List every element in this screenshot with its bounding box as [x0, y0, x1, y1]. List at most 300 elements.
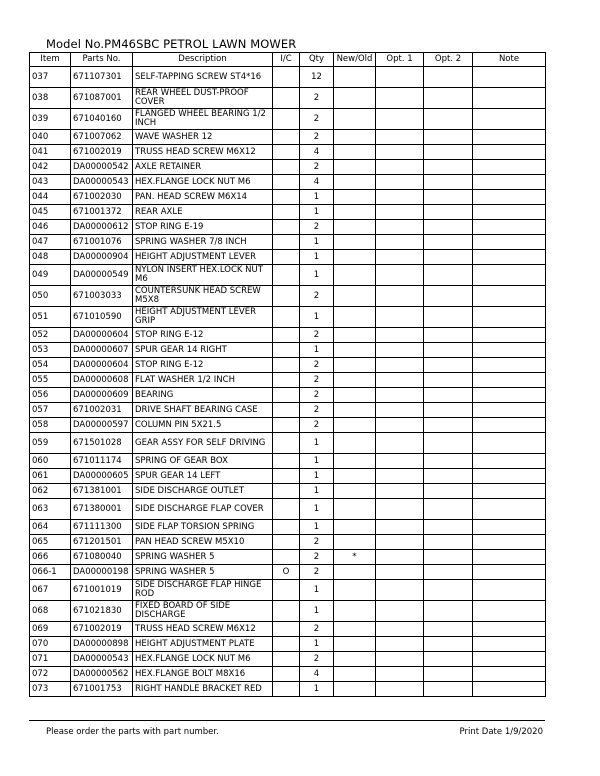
cell-ic — [273, 235, 300, 250]
cell-opt-2 — [424, 484, 473, 499]
table-row — [30, 145, 546, 160]
table-row — [30, 418, 546, 433]
cell-parts-no: DA00000604 — [71, 358, 133, 373]
cell-opt-1 — [376, 175, 424, 190]
cell-opt-2 — [424, 535, 473, 550]
cell-ic — [273, 469, 300, 484]
cell-description: BEARING — [133, 388, 273, 403]
cell-description: HEX.FLANGE LOCK NUT M6 — [133, 175, 273, 190]
cell-parts-no: 671381001 — [71, 484, 133, 499]
cell-parts-no: 671011174 — [71, 454, 133, 469]
cell-parts-no: 671007062 — [71, 130, 133, 145]
cell-opt-1 — [376, 580, 424, 601]
cell-new-old — [334, 373, 376, 388]
table-row — [30, 220, 546, 235]
cell-ic — [273, 250, 300, 265]
cell-ic — [273, 433, 300, 454]
cell-qty: 2 — [300, 286, 334, 307]
cell-parts-no: 671002030 — [71, 190, 133, 205]
table-row — [30, 652, 546, 667]
cell-qty: 1 — [300, 190, 334, 205]
cell-description: SIDE DISCHARGE FLAP COVER — [133, 499, 273, 520]
cell-description: SIDE DISCHARGE OUTLET — [133, 484, 273, 499]
table-row — [30, 520, 546, 535]
cell-ic — [273, 175, 300, 190]
cell-opt-2 — [424, 652, 473, 667]
table-row — [30, 601, 546, 622]
cell-qty: 1 — [300, 454, 334, 469]
cell-note — [473, 484, 546, 499]
table-row — [30, 550, 546, 565]
cell-qty: 2 — [300, 328, 334, 343]
cell-ic — [273, 484, 300, 499]
cell-new-old — [334, 667, 376, 682]
cell-new-old — [334, 520, 376, 535]
cell-parts-no: 671001753 — [71, 682, 133, 697]
cell-item: 059 — [30, 433, 71, 454]
cell-description: TRUSS HEAD SCREW M6X12 — [133, 145, 273, 160]
cell-parts-no: DA00000612 — [71, 220, 133, 235]
cell-description: FLANGED WHEEL BEARING 1/2 INCH — [133, 109, 273, 130]
cell-note — [473, 388, 546, 403]
cell-new-old — [334, 307, 376, 328]
cell-note — [473, 88, 546, 109]
cell-parts-no: 671080040 — [71, 550, 133, 565]
cell-qty: 2 — [300, 109, 334, 130]
cell-note — [473, 235, 546, 250]
cell-opt-1 — [376, 565, 424, 580]
cell-opt-2 — [424, 601, 473, 622]
cell-note — [473, 109, 546, 130]
cell-item: 046 — [30, 220, 71, 235]
cell-opt-2 — [424, 88, 473, 109]
table-row — [30, 535, 546, 550]
cell-description: FIXED BOARD OF SIDE DISCHARGE — [133, 601, 273, 622]
cell-ic — [273, 535, 300, 550]
cell-new-old — [334, 109, 376, 130]
cell-opt-1 — [376, 469, 424, 484]
cell-new-old — [334, 205, 376, 220]
cell-ic — [273, 307, 300, 328]
cell-opt-2 — [424, 235, 473, 250]
cell-opt-1 — [376, 220, 424, 235]
table-row — [30, 343, 546, 358]
cell-parts-no: 671040160 — [71, 109, 133, 130]
table-row — [30, 403, 546, 418]
cell-new-old — [334, 388, 376, 403]
cell-ic — [273, 388, 300, 403]
cell-parts-no: DA00000597 — [71, 418, 133, 433]
cell-ic — [273, 682, 300, 697]
cell-item: 066-1 — [30, 565, 71, 580]
cell-opt-1 — [376, 328, 424, 343]
table-row — [30, 499, 546, 520]
cell-new-old — [334, 145, 376, 160]
cell-item: 064 — [30, 520, 71, 535]
cell-qty: 2 — [300, 130, 334, 145]
cell-item: 066 — [30, 550, 71, 565]
cell-item: 049 — [30, 265, 71, 286]
cell-new-old — [334, 535, 376, 550]
cell-description: SELF-TAPPING SCREW ST4*16 — [133, 67, 273, 88]
column-header-item: Item — [30, 53, 71, 67]
cell-parts-no: 671380001 — [71, 499, 133, 520]
cell-note — [473, 175, 546, 190]
cell-item: 047 — [30, 235, 71, 250]
table-row — [30, 667, 546, 682]
cell-opt-2 — [424, 388, 473, 403]
cell-qty: 1 — [300, 235, 334, 250]
cell-qty: 2 — [300, 388, 334, 403]
cell-new-old — [334, 190, 376, 205]
cell-description: SPRING OF GEAR BOX — [133, 454, 273, 469]
cell-new-old — [334, 175, 376, 190]
cell-new-old — [334, 484, 376, 499]
cell-opt-2 — [424, 565, 473, 580]
cell-note — [473, 130, 546, 145]
cell-item: 057 — [30, 403, 71, 418]
cell-new-old — [334, 343, 376, 358]
cell-note — [473, 652, 546, 667]
cell-item: 058 — [30, 418, 71, 433]
cell-opt-2 — [424, 220, 473, 235]
column-header-new-old: New/Old — [334, 53, 376, 67]
print-date: Print Date 1/9/2020 — [459, 727, 543, 737]
cell-item: 042 — [30, 160, 71, 175]
table-row — [30, 67, 546, 88]
cell-qty: 4 — [300, 667, 334, 682]
cell-item: 043 — [30, 175, 71, 190]
table-row — [30, 484, 546, 499]
cell-qty: 2 — [300, 622, 334, 637]
cell-parts-no: 671003033 — [71, 286, 133, 307]
cell-parts-no: 671021830 — [71, 601, 133, 622]
parts-table-body — [30, 67, 546, 697]
cell-new-old — [334, 235, 376, 250]
column-header-note: Note — [473, 53, 546, 67]
table-row — [30, 265, 546, 286]
table-row — [30, 580, 546, 601]
cell-parts-no: DA00000562 — [71, 667, 133, 682]
cell-opt-2 — [424, 145, 473, 160]
cell-note — [473, 580, 546, 601]
cell-opt-1 — [376, 145, 424, 160]
cell-qty: 1 — [300, 580, 334, 601]
cell-new-old — [334, 286, 376, 307]
cell-new-old — [334, 565, 376, 580]
cell-ic — [273, 145, 300, 160]
cell-description: STOP RING E-12 — [133, 358, 273, 373]
cell-new-old — [334, 403, 376, 418]
cell-ic — [273, 454, 300, 469]
cell-parts-no: DA00000604 — [71, 328, 133, 343]
table-row — [30, 454, 546, 469]
cell-parts-no: DA00000607 — [71, 343, 133, 358]
cell-description: REAR WHEEL DUST-PROOF COVER — [133, 88, 273, 109]
cell-item: 040 — [30, 130, 71, 145]
cell-item: 044 — [30, 190, 71, 205]
cell-note — [473, 637, 546, 652]
cell-opt-1 — [376, 373, 424, 388]
table-row — [30, 190, 546, 205]
cell-ic — [273, 160, 300, 175]
cell-qty: 1 — [300, 433, 334, 454]
table-row — [30, 307, 546, 328]
cell-qty: 1 — [300, 637, 334, 652]
cell-ic — [273, 373, 300, 388]
cell-item: 055 — [30, 373, 71, 388]
cell-opt-1 — [376, 343, 424, 358]
cell-opt-1 — [376, 190, 424, 205]
table-row — [30, 682, 546, 697]
cell-note — [473, 469, 546, 484]
cell-new-old — [334, 250, 376, 265]
cell-new-old — [334, 160, 376, 175]
cell-opt-1 — [376, 388, 424, 403]
cell-note — [473, 622, 546, 637]
cell-opt-1 — [376, 307, 424, 328]
table-row — [30, 358, 546, 373]
cell-description: REAR AXLE — [133, 205, 273, 220]
table-row — [30, 328, 546, 343]
cell-new-old — [334, 328, 376, 343]
column-header-ic: I/C — [273, 53, 300, 67]
cell-opt-1 — [376, 67, 424, 88]
cell-ic — [273, 622, 300, 637]
cell-ic — [273, 580, 300, 601]
cell-opt-1 — [376, 130, 424, 145]
cell-new-old — [334, 580, 376, 601]
cell-ic — [273, 403, 300, 418]
cell-qty: 2 — [300, 550, 334, 565]
cell-qty: 1 — [300, 484, 334, 499]
cell-parts-no: DA00000609 — [71, 388, 133, 403]
table-row — [30, 469, 546, 484]
cell-qty: 2 — [300, 373, 334, 388]
cell-opt-1 — [376, 682, 424, 697]
cell-item: 061 — [30, 469, 71, 484]
cell-opt-1 — [376, 403, 424, 418]
cell-note — [473, 145, 546, 160]
cell-note — [473, 307, 546, 328]
cell-parts-no: 671501028 — [71, 433, 133, 454]
cell-item: 045 — [30, 205, 71, 220]
cell-ic — [273, 220, 300, 235]
cell-item: 063 — [30, 499, 71, 520]
cell-description: SPUR GEAR 14 LEFT — [133, 469, 273, 484]
cell-description: RIGHT HANDLE BRACKET RED — [133, 682, 273, 697]
cell-parts-no: 671001372 — [71, 205, 133, 220]
cell-description: HEIGHT ADJUSTMENT LEVER GRIP — [133, 307, 273, 328]
cell-item: 072 — [30, 667, 71, 682]
cell-new-old — [334, 220, 376, 235]
cell-ic — [273, 265, 300, 286]
cell-description: HEIGHT ADJUSTMENT PLATE — [133, 637, 273, 652]
cell-parts-no: DA00000904 — [71, 250, 133, 265]
cell-description: NYLON INSERT HEX.LOCK NUT M6 — [133, 265, 273, 286]
cell-new-old — [334, 358, 376, 373]
table-row — [30, 160, 546, 175]
cell-parts-no: 671002019 — [71, 145, 133, 160]
cell-qty: 1 — [300, 682, 334, 697]
cell-parts-no: DA00000542 — [71, 160, 133, 175]
cell-new-old — [334, 418, 376, 433]
cell-new-old — [334, 637, 376, 652]
cell-parts-no: DA00000898 — [71, 637, 133, 652]
cell-ic — [273, 520, 300, 535]
cell-opt-2 — [424, 265, 473, 286]
cell-qty: 4 — [300, 145, 334, 160]
cell-note — [473, 418, 546, 433]
table-row — [30, 565, 546, 580]
cell-opt-1 — [376, 520, 424, 535]
cell-description: GEAR ASSY FOR SELF DRIVING — [133, 433, 273, 454]
order-note: Please order the parts with part number. — [46, 727, 219, 737]
cell-description: HEX.FLANGE LOCK NUT M6 — [133, 652, 273, 667]
cell-qty: 2 — [300, 160, 334, 175]
cell-opt-2 — [424, 160, 473, 175]
cell-opt-2 — [424, 433, 473, 454]
table-row — [30, 250, 546, 265]
page-title: Model No.PM46SBC PETROL LAWN MOWER — [46, 37, 297, 51]
cell-ic — [273, 358, 300, 373]
cell-parts-no: DA00000543 — [71, 652, 133, 667]
cell-description: HEX.FLANGE BOLT M8X16 — [133, 667, 273, 682]
column-header-opt-1: Opt. 1 — [376, 53, 424, 67]
cell-qty: 12 — [300, 67, 334, 88]
cell-description: SPRING WASHER 5 — [133, 550, 273, 565]
cell-qty: 2 — [300, 358, 334, 373]
cell-opt-2 — [424, 499, 473, 520]
cell-note — [473, 67, 546, 88]
cell-note — [473, 220, 546, 235]
cell-qty: 1 — [300, 250, 334, 265]
cell-new-old — [334, 67, 376, 88]
cell-note — [473, 601, 546, 622]
cell-description: SPRING WASHER 7/8 INCH — [133, 235, 273, 250]
cell-note — [473, 565, 546, 580]
cell-item: 060 — [30, 454, 71, 469]
cell-ic — [273, 67, 300, 88]
cell-parts-no: 671087001 — [71, 88, 133, 109]
cell-opt-2 — [424, 358, 473, 373]
cell-parts-no: DA00000605 — [71, 469, 133, 484]
cell-new-old — [334, 433, 376, 454]
cell-parts-no: DA00000543 — [71, 175, 133, 190]
cell-item: 048 — [30, 250, 71, 265]
cell-item: 062 — [30, 484, 71, 499]
cell-opt-2 — [424, 622, 473, 637]
cell-ic — [273, 328, 300, 343]
cell-opt-2 — [424, 418, 473, 433]
cell-note — [473, 250, 546, 265]
cell-parts-no: DA00000549 — [71, 265, 133, 286]
cell-new-old — [334, 88, 376, 109]
cell-opt-1 — [376, 109, 424, 130]
cell-note — [473, 667, 546, 682]
cell-note — [473, 373, 546, 388]
cell-new-old — [334, 130, 376, 145]
cell-qty: 1 — [300, 265, 334, 286]
cell-item: 037 — [30, 67, 71, 88]
table-row — [30, 88, 546, 109]
table-header-row — [30, 53, 546, 67]
cell-note — [473, 550, 546, 565]
cell-opt-1 — [376, 652, 424, 667]
cell-ic — [273, 499, 300, 520]
cell-new-old — [334, 652, 376, 667]
table-row — [30, 130, 546, 145]
cell-ic — [273, 286, 300, 307]
cell-parts-no: 671001076 — [71, 235, 133, 250]
cell-parts-no: DA00000608 — [71, 373, 133, 388]
cell-description: COLUMN PIN 5X21.5 — [133, 418, 273, 433]
table-row — [30, 373, 546, 388]
cell-description: FLAT WASHER 1/2 INCH — [133, 373, 273, 388]
cell-ic: O — [273, 565, 300, 580]
cell-opt-1 — [376, 358, 424, 373]
cell-qty: 2 — [300, 220, 334, 235]
cell-opt-2 — [424, 190, 473, 205]
cell-parts-no: 671002031 — [71, 403, 133, 418]
cell-ic — [273, 418, 300, 433]
cell-opt-2 — [424, 469, 473, 484]
cell-item: 051 — [30, 307, 71, 328]
cell-note — [473, 265, 546, 286]
cell-opt-2 — [424, 373, 473, 388]
cell-note — [473, 520, 546, 535]
cell-opt-1 — [376, 205, 424, 220]
column-header-parts-no: Parts No. — [71, 53, 133, 67]
cell-note — [473, 499, 546, 520]
cell-description: AXLE RETAINER — [133, 160, 273, 175]
cell-note — [473, 535, 546, 550]
cell-qty: 2 — [300, 565, 334, 580]
cell-opt-1 — [376, 433, 424, 454]
cell-note — [473, 682, 546, 697]
cell-opt-2 — [424, 667, 473, 682]
cell-opt-2 — [424, 205, 473, 220]
cell-item: 070 — [30, 637, 71, 652]
cell-description: HEIGHT ADJUSTMENT LEVER — [133, 250, 273, 265]
cell-parts-no: DA00000198 — [71, 565, 133, 580]
cell-parts-no: 671010590 — [71, 307, 133, 328]
cell-new-old — [334, 682, 376, 697]
cell-description: SIDE DISCHARGE FLAP HINGE ROD — [133, 580, 273, 601]
cell-note — [473, 160, 546, 175]
cell-item: 068 — [30, 601, 71, 622]
cell-description: WAVE WASHER 12 — [133, 130, 273, 145]
cell-note — [473, 433, 546, 454]
cell-opt-1 — [376, 160, 424, 175]
cell-qty: 1 — [300, 343, 334, 358]
cell-item: 038 — [30, 88, 71, 109]
cell-opt-2 — [424, 520, 473, 535]
table-row — [30, 109, 546, 130]
cell-opt-1 — [376, 418, 424, 433]
cell-note — [473, 358, 546, 373]
cell-item: 053 — [30, 343, 71, 358]
cell-item: 069 — [30, 622, 71, 637]
cell-qty: 1 — [300, 307, 334, 328]
cell-description: DRIVE SHAFT BEARING CASE — [133, 403, 273, 418]
cell-new-old — [334, 265, 376, 286]
cell-qty: 1 — [300, 601, 334, 622]
table-row — [30, 637, 546, 652]
cell-item: 054 — [30, 358, 71, 373]
cell-qty: 2 — [300, 535, 334, 550]
cell-ic — [273, 652, 300, 667]
